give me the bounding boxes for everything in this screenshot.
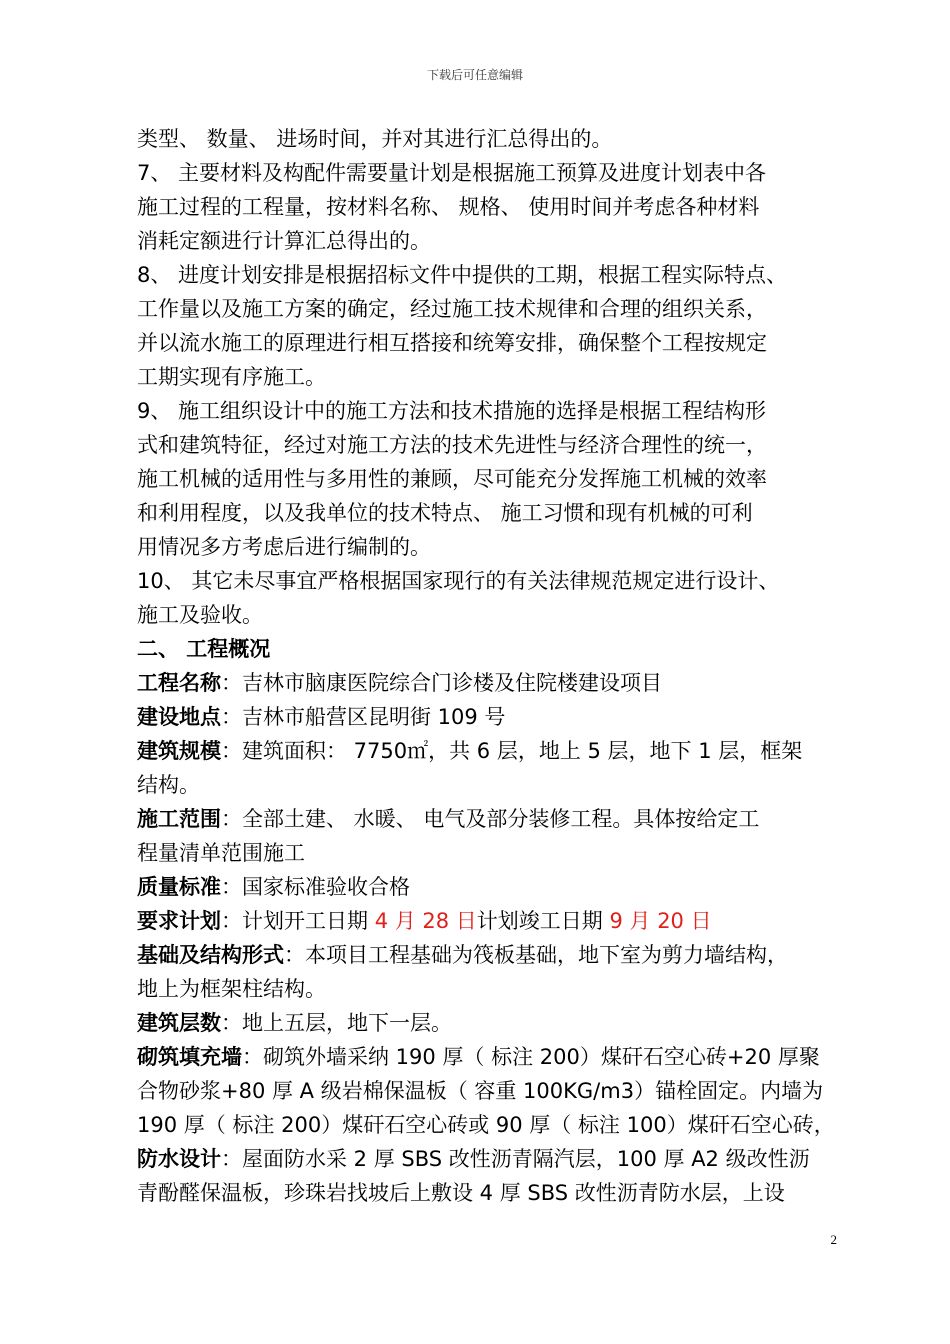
project-name-row xyxy=(137,666,843,700)
text-line-2: 7、 主要材料及构配件需要量计划是根据施工预算及进度计划表中各 xyxy=(137,161,767,185)
plan-label: 要求计划 xyxy=(137,909,221,933)
waterproof-continuation: 青酚醛保温板，珍珠岩找坡后上敷设 4 厚 SBS 改性沥青防水层，上设 xyxy=(137,1181,785,1205)
wall-continuation-2: 190 厚（ 标注 200）煤矸石空心砖或 90 厚（ 标注 100）煤矸石空心砖， xyxy=(137,1113,835,1137)
text-line-12: 和利用程度，以及我单位的技术特点、 施工习惯和现有机械的可利 xyxy=(137,501,753,525)
scope-label: 施工范围 xyxy=(137,807,221,831)
waterproof-label: 防水设计 xyxy=(137,1147,221,1171)
text-line-14: 10、 其它未尽事宜严格根据国家现行的有关法律规范规定进行设计、 xyxy=(137,569,780,593)
wall-value: ：砌筑外墙采纳 190 厚（ 标注 200）煤矸石空心砖+20 厚聚 xyxy=(242,1045,820,1069)
floors-row xyxy=(137,1006,843,1040)
page-number: 2 xyxy=(830,1232,837,1247)
document-body xyxy=(137,122,843,1210)
text-line-10: 式和建筑特征，经过对施工方法的技术先进性与经济合理性的统一， xyxy=(137,433,767,457)
text-line-3: 施工过程的工程量，按材料名称、 规格、 使用时间并考虑各种材料 xyxy=(137,195,760,219)
quality-label: 质量标准 xyxy=(137,875,221,899)
text-line-6: 工作量以及施工方案的确定，经过施工技术规律和合理的组织关系， xyxy=(137,297,767,321)
location-label: 建设地点 xyxy=(137,705,221,729)
scale-row xyxy=(137,734,843,768)
waterproof-value: ：屋面防水采 2 厚 SBS 改性沥青隔汽层，100 厚 A2 级改性沥 xyxy=(221,1147,810,1171)
plan-end-date: 9 月 20 日 xyxy=(609,909,712,933)
text-line-5: 8、 进度计划安排是根据招标文件中提供的工期，根据工程实际特点、 xyxy=(137,263,788,287)
plan-text-end: 计划竣工日期 xyxy=(476,909,610,933)
plan-row xyxy=(137,904,843,938)
text-line-15: 施工及验收。 xyxy=(137,603,263,627)
location-value: ：吉林市船营区昆明街 109 号 xyxy=(221,705,506,729)
scale-continuation: 结构。 xyxy=(137,773,200,797)
page-header: 下载后可任意编辑 xyxy=(426,68,523,82)
text-line-1: 类型、 数量、 进场时间，并对其进行汇总得出的。 xyxy=(137,127,613,151)
text-line-8: 工期实现有序施工。 xyxy=(137,365,326,389)
project-name-label: 工程名称 xyxy=(137,671,221,695)
foundation-row xyxy=(137,938,843,972)
scale-label: 建筑规模 xyxy=(137,739,221,763)
foundation-label: 基础及结构形式 xyxy=(137,943,284,967)
foundation-continuation: 地上为框架柱结构。 xyxy=(137,977,326,1001)
text-line-13: 用情况多方考虑后进行编制的。 xyxy=(137,535,431,559)
foundation-value: ：本项目工程基础为筏板基础，地下室为剪力墙结构， xyxy=(284,943,788,967)
plan-start-date: 4 月 28 日 xyxy=(374,909,477,933)
scale-value: ：建筑面积： 7750㎡，共 6 层，地上 5 层，地下 1 层，框架 xyxy=(221,739,803,763)
plan-text-start: ：计划开工日期 xyxy=(221,909,375,933)
location-row xyxy=(137,700,843,734)
wall-label: 砌筑填充墙 xyxy=(137,1045,242,1069)
scope-row xyxy=(137,802,843,836)
floors-label: 建筑层数 xyxy=(137,1011,221,1035)
text-line-9: 9、 施工组织设计中的施工方法和技术措施的选择是根据工程结构形 xyxy=(137,399,767,423)
scope-continuation: 程量清单范围施工 xyxy=(137,841,305,865)
section-title: 二、 工程概况 xyxy=(137,637,271,661)
project-name-value: ：吉林市脑康医院综合门诊楼及住院楼建设项目 xyxy=(221,671,662,695)
wall-continuation-1: 合物砂浆+80 厚 A 级岩棉保温板（ 容重 100KG/m3）锚栓固定。内墙为 xyxy=(137,1079,824,1103)
quality-value: ：国家标准验收合格 xyxy=(221,875,410,899)
floors-value: ：地上五层，地下一层。 xyxy=(221,1011,452,1035)
quality-row xyxy=(137,870,843,904)
text-line-4: 消耗定额进行计算汇总得出的。 xyxy=(137,229,431,253)
waterproof-row xyxy=(137,1142,843,1176)
wall-row xyxy=(137,1040,843,1074)
text-line-11: 施工机械的适用性与多用性的兼顾，尽可能充分发挥施工机械的效率 xyxy=(137,467,767,491)
scope-value: ：全部土建、 水暖、 电气及部分装修工程。具体按给定工 xyxy=(221,807,760,831)
text-line-7: 并以流水施工的原理进行相互搭接和统筹安排，确保整个工程按规定 xyxy=(137,331,767,355)
